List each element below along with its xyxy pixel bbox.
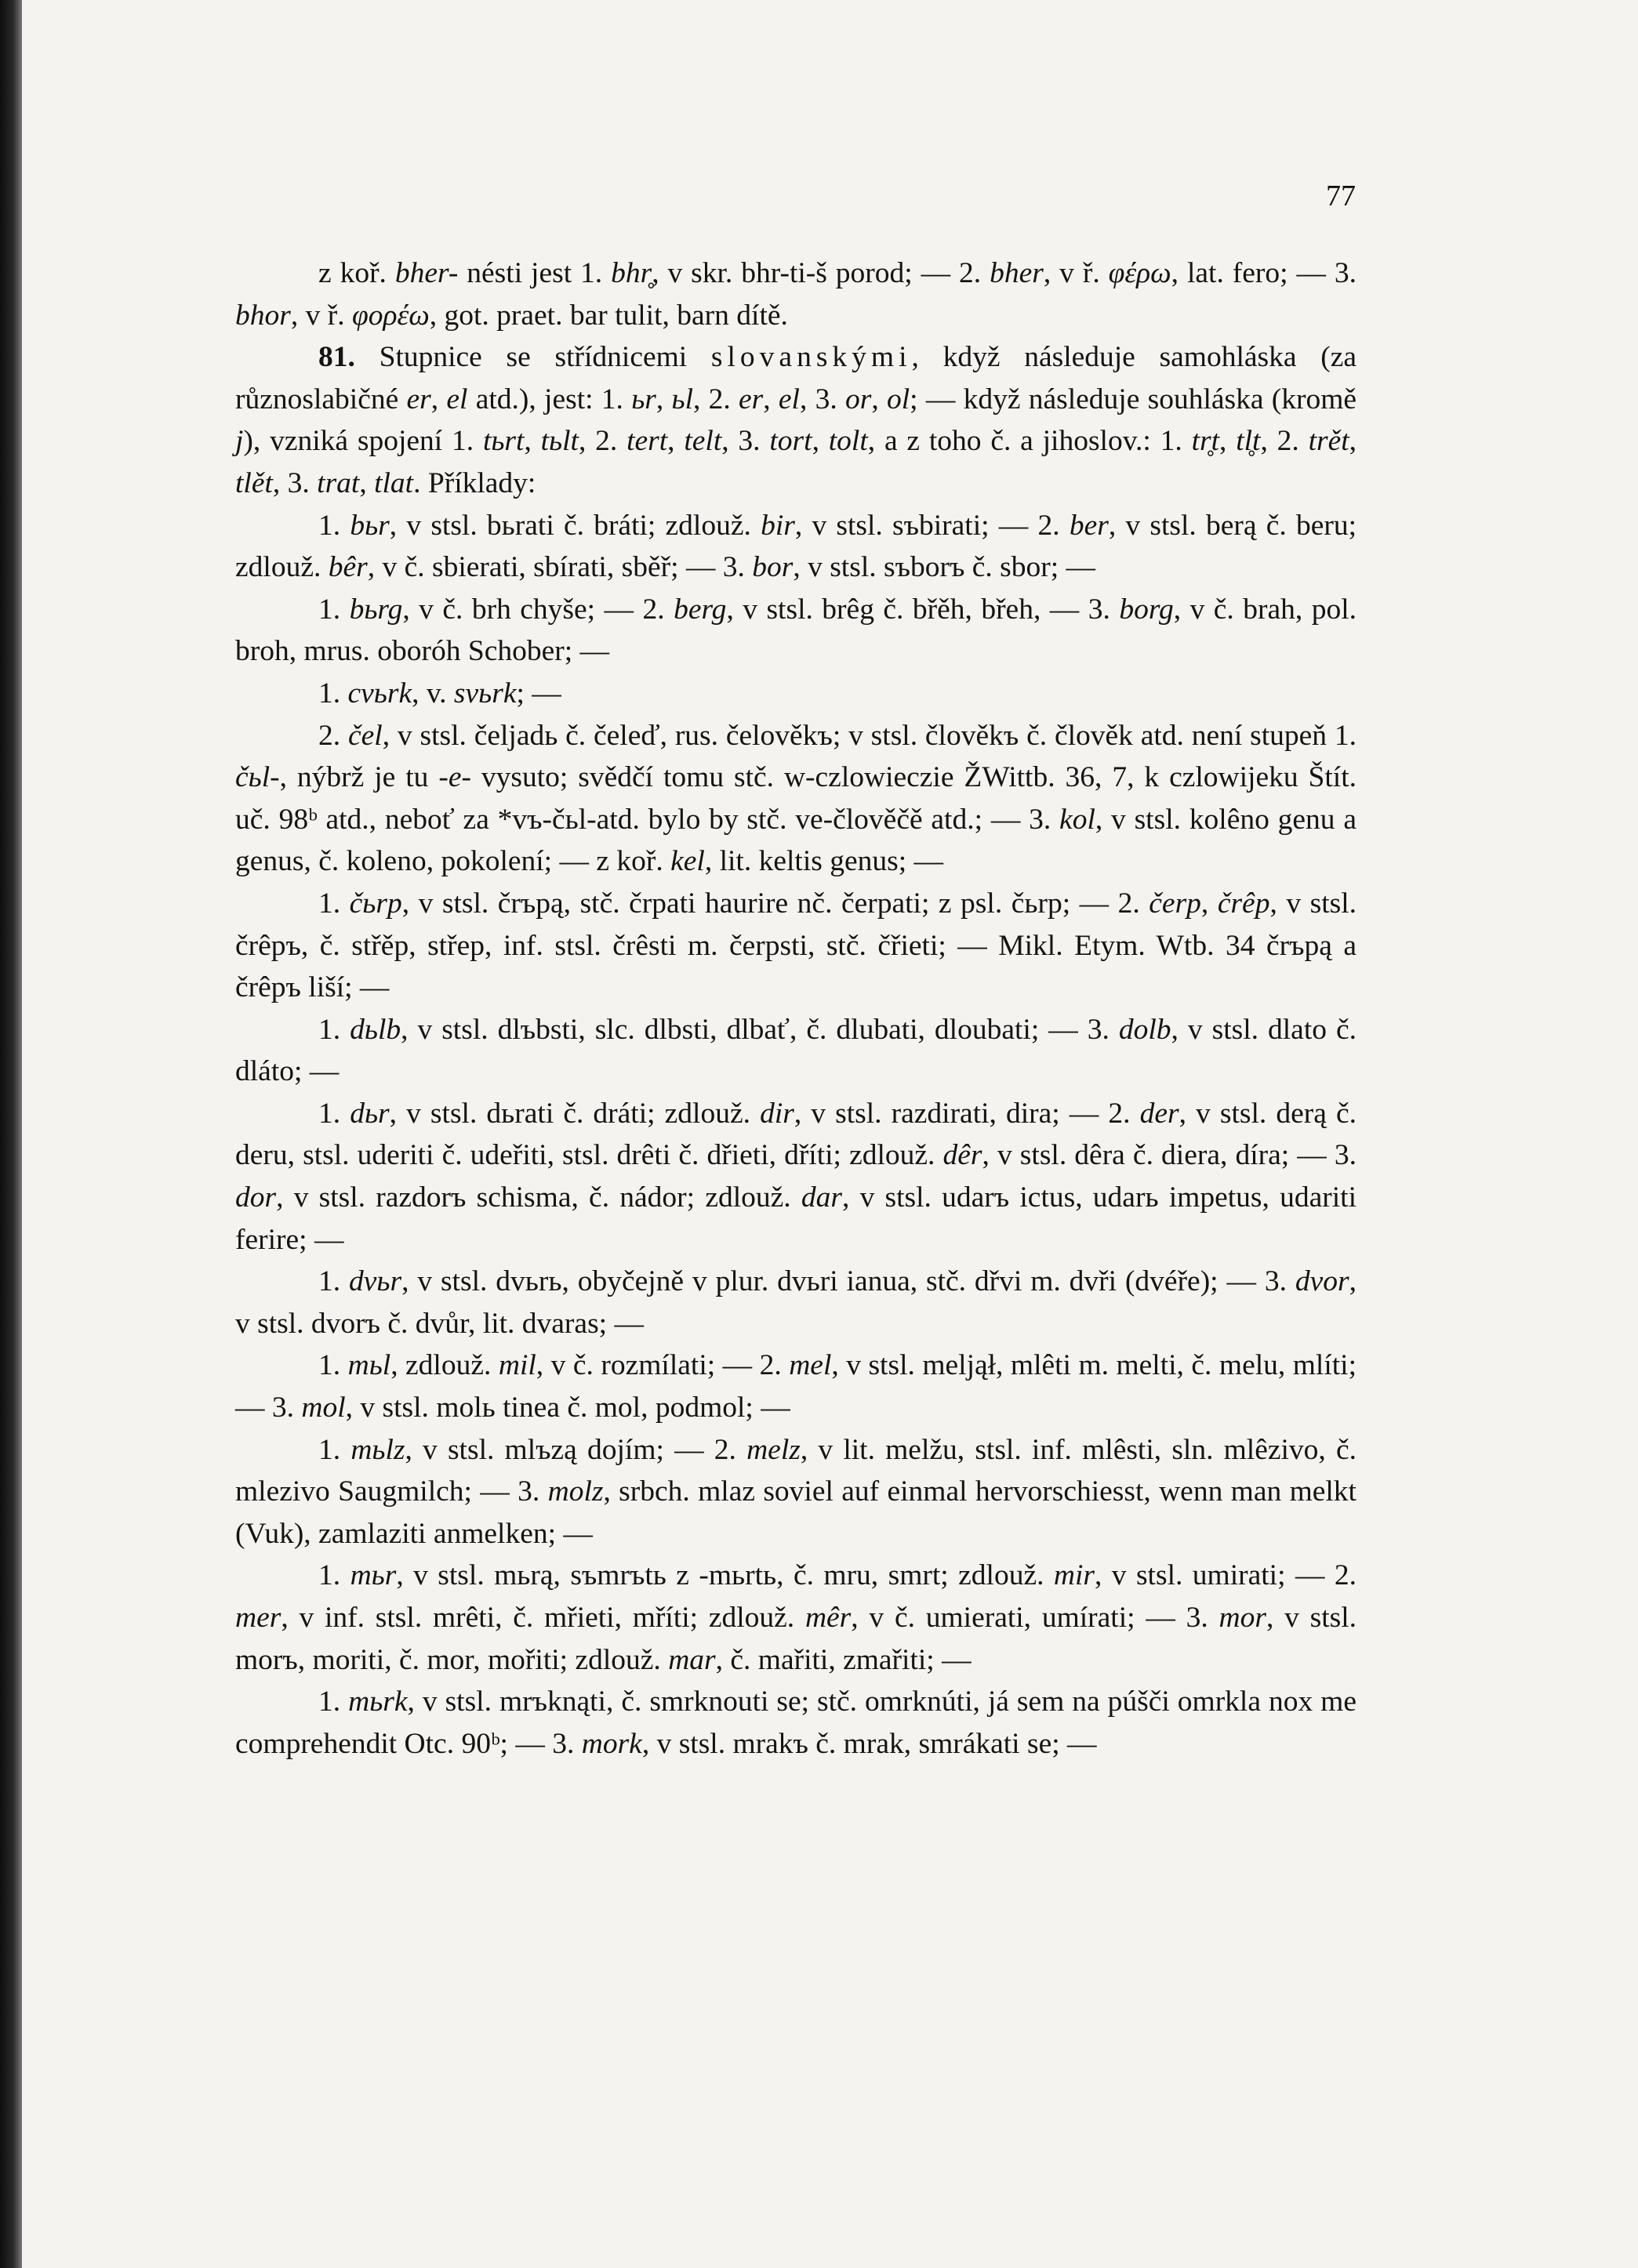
text-run: 1. xyxy=(318,1559,350,1592)
italic-term: ol xyxy=(886,383,910,415)
italic-term: er xyxy=(406,383,431,415)
text-run: 1. xyxy=(318,887,350,920)
text-run: 1. xyxy=(318,1013,350,1046)
text-run: , č. mařiti, zmařiti; — xyxy=(715,1643,972,1676)
italic-term: el xyxy=(446,383,468,415)
text-run: , xyxy=(871,383,887,415)
italic-term: mork xyxy=(581,1727,642,1760)
text-run: , 2. xyxy=(578,425,627,458)
text-run: , v stsl. brêg č. břěh, břeh, — 3. xyxy=(726,593,1120,626)
italic-term: bьr xyxy=(350,509,390,542)
text-run: , v stsl. bьrati č. bráti; zdlouž. xyxy=(389,509,761,542)
text-run: , v stsl. dlъbsti, slc. dlbsti, dlbať, č. dlubati, dloubati; — 3. xyxy=(401,1013,1119,1046)
text-run: , v stsl. morъ, moriti, č. mor, mořiti; zdlouž. xyxy=(235,1602,1357,1676)
text-run: , srbch. mlaz soviel auf einmal hervorschiesst, wenn man melkt (Vuk), zamlaziti anmelken; — xyxy=(235,1475,1357,1550)
italic-term: tlět xyxy=(235,466,273,499)
italic-term: svьrk xyxy=(453,677,517,709)
text-run: , xyxy=(524,425,541,458)
italic-term: tr̥t xyxy=(1191,425,1219,458)
paragraph xyxy=(235,673,1357,715)
italic-term: telt xyxy=(684,425,722,458)
italic-term: čerp xyxy=(1149,887,1201,920)
italic-term: mol xyxy=(301,1392,346,1424)
text-run: , v stsl. dvьrь, obyčejně v plur. dvьri ianua, stč. dřvi m. dvři (dvéře); — 3. xyxy=(401,1265,1295,1298)
italic-term: or xyxy=(844,383,872,415)
italic-term: dvor xyxy=(1295,1265,1349,1298)
paragraph xyxy=(235,715,1357,883)
paragraph xyxy=(235,1344,1357,1428)
italic-term: tьrt xyxy=(482,425,525,458)
italic-term: trat xyxy=(317,466,360,499)
italic-term: berg xyxy=(674,593,727,626)
text-run: , v stsl. mrakъ č. mrak, smrákati se; — xyxy=(641,1727,1097,1760)
italic-term: dьr xyxy=(350,1097,390,1130)
italic-term: čьrp xyxy=(349,887,402,920)
paragraph xyxy=(235,252,1357,336)
text-run: , v stsl. molь tinea č. mol, podmol; — xyxy=(345,1392,790,1424)
italic-term: bher xyxy=(990,257,1044,289)
text-run: 1. xyxy=(318,593,350,626)
italic-term: kol xyxy=(1059,803,1095,836)
text-run: , v č. umierati, umírati; — 3. xyxy=(851,1602,1219,1634)
italic-term: tert xyxy=(627,425,668,458)
text-run: , xyxy=(1349,425,1357,458)
italic-term: črêp xyxy=(1217,887,1270,920)
italic-term: dolb xyxy=(1118,1013,1171,1046)
paragraph xyxy=(235,1261,1357,1344)
text-run: 2. xyxy=(318,719,348,752)
italic-term: melz xyxy=(746,1433,801,1466)
text-run: , xyxy=(656,383,672,415)
text-run: , v ř. xyxy=(1043,257,1109,289)
italic-term: mьlz xyxy=(350,1433,405,1466)
text-run: nésti jest 1. xyxy=(458,257,612,289)
italic-term: er xyxy=(739,383,764,415)
italic-term: cvьrk xyxy=(347,677,412,709)
paragraph xyxy=(235,336,1357,504)
page-number: 77 xyxy=(1326,180,1356,212)
text-run: , v stsl. sъborъ č. sbor; — xyxy=(793,551,1096,584)
text-run: , v č. rozmílati; — 2. xyxy=(536,1349,790,1382)
text-run: , v č. brah, pol. broh, mrus. oboróh Schober; — xyxy=(235,593,1357,668)
text-run: , v stsl. dlato č. dláto; — xyxy=(235,1013,1357,1088)
text-run: , v stsl. črъpą, stč. črpati haurire nč. čerpati; z psl. čьrp; — 2. xyxy=(401,887,1150,920)
text-run: , v stsl. derą č. deru, stsl. uderiti č. udeřiti, stsl. drêti č. dřieti, dříti; zdlouž. xyxy=(235,1097,1357,1172)
italic-term: tlat xyxy=(374,466,414,499)
italic-term: φορέω xyxy=(351,299,430,332)
text-run: , xyxy=(430,383,447,415)
text-run: 1. xyxy=(318,1349,348,1382)
section-number: 81. xyxy=(318,341,355,374)
italic-term: mer xyxy=(235,1602,281,1634)
book-binding-edge xyxy=(0,0,22,2268)
body-text xyxy=(235,252,1357,1765)
text-run: slovanskými xyxy=(710,341,912,374)
italic-term: tolt xyxy=(828,425,868,458)
text-run: , 3. xyxy=(272,466,318,499)
text-run: , v stsl. razdirati, dira; — 2. xyxy=(794,1097,1140,1130)
italic-term: tьlt xyxy=(540,425,579,458)
italic-term: mil xyxy=(498,1349,536,1382)
text-run: , v stsl. umirati; — 2. xyxy=(1094,1559,1357,1592)
text-run: , v stsl. dêra č. diera, díra; — 3. xyxy=(982,1139,1357,1172)
text-run: ), vzniká spojení 1. xyxy=(243,425,483,458)
italic-term: čьl- xyxy=(235,761,280,794)
text-run: , xyxy=(763,383,779,415)
italic-term: dьlb xyxy=(350,1013,401,1046)
italic-term: bher- xyxy=(394,257,459,289)
text-run: , xyxy=(667,425,685,458)
italic-term: ber xyxy=(1069,509,1109,542)
italic-term: el xyxy=(778,383,800,415)
text-run: , xyxy=(1219,425,1237,458)
text-run: , 2. xyxy=(692,383,739,415)
italic-term: tl̥t xyxy=(1236,425,1261,458)
italic-term: ьr xyxy=(631,383,656,415)
italic-term: mel xyxy=(789,1349,832,1382)
paragraph xyxy=(235,1009,1357,1093)
paragraph xyxy=(235,1429,1357,1555)
italic-term: mar xyxy=(668,1643,716,1676)
italic-term: dêr xyxy=(942,1139,982,1172)
paragraph xyxy=(235,1555,1357,1681)
text-run: , v č. brh chyše; — 2. xyxy=(402,593,674,626)
text-run: , v stsl. kolêno genu a genus, č. koleno, pokolení; — z koř. xyxy=(235,803,1357,878)
italic-term: čel xyxy=(347,719,383,752)
italic-term: bor xyxy=(752,551,794,584)
text-run: , v. xyxy=(412,677,454,709)
text-run: , v stsl. dvorъ č. dvůr, lit. dvaras; — xyxy=(235,1265,1357,1340)
paragraph xyxy=(235,505,1357,589)
italic-term: trět xyxy=(1308,425,1349,458)
italic-term: bhor xyxy=(235,299,291,332)
text-run: 1. xyxy=(318,677,348,709)
italic-term: molz xyxy=(547,1475,604,1508)
text-run: , v ř. xyxy=(290,299,352,332)
italic-term: bêr xyxy=(328,551,368,584)
text-run: , v stsl. sъbirati; — 2. xyxy=(794,509,1070,542)
italic-term: kel xyxy=(670,845,705,878)
text-run: , lit. keltis genus; — xyxy=(704,845,943,878)
text-run: , v stsl. mlъzą dojím; — 2. xyxy=(405,1433,747,1466)
italic-term: -e- xyxy=(438,761,471,794)
text-run: , xyxy=(359,466,375,499)
italic-term: dvьr xyxy=(349,1265,402,1298)
text-run: , zdlouž. xyxy=(390,1349,499,1382)
text-run: vysuto; svědčí tomu stč. w-czlowieczie ŽWittb. 36, 7, k czlowijeku Štít. uč. 98ᵇ atd., neboť za *vъ-čьl-atd. bylo by stč. ve-člověčě atd.; — 3. xyxy=(235,761,1357,836)
text-run: . Příklady: xyxy=(413,466,536,499)
book-page xyxy=(22,0,1638,2268)
italic-term: bьrg xyxy=(349,593,403,626)
text-run: 1. xyxy=(318,509,350,542)
italic-term: mir xyxy=(1053,1559,1095,1592)
italic-term: dar xyxy=(801,1181,842,1214)
italic-term: φέρω xyxy=(1108,257,1171,289)
italic-term: der xyxy=(1139,1097,1179,1130)
text-run: , v stsl. razdorъ schisma, č. nádor; zdlouž. xyxy=(276,1181,801,1214)
italic-term: mьr xyxy=(350,1559,397,1592)
italic-term: mьrk xyxy=(348,1686,408,1718)
paragraph xyxy=(235,1093,1357,1261)
text-run: atd.), jest: 1. xyxy=(467,383,632,415)
paragraph xyxy=(235,1681,1357,1765)
text-run: , 3. xyxy=(799,383,845,415)
text-run: , v stsl. berą č. beru; zdlouž. xyxy=(235,509,1357,584)
italic-term: mêr xyxy=(804,1602,852,1634)
text-run: , když následuje samohláska (za různoslabičné xyxy=(235,341,1357,415)
text-run: , xyxy=(1200,887,1218,920)
text-run: , xyxy=(812,425,829,458)
text-run: , nýbrž je tu xyxy=(279,761,439,794)
text-run: , v č. sbierati, sbírati, sběř; — 3. xyxy=(367,551,753,584)
italic-term: dir xyxy=(760,1097,794,1130)
text-run: , got. praet. bar tulit, barn dítě. xyxy=(429,299,788,332)
italic-term: bhr̥ xyxy=(611,257,652,289)
text-run: z koř. xyxy=(318,257,395,289)
italic-term: mor xyxy=(1219,1602,1266,1634)
text-run: , v stsl. meljął, mlêti m. melti, č. melu, mlíti; — 3. xyxy=(235,1349,1357,1424)
text-run: 1. xyxy=(318,1686,349,1718)
text-run: , 2. xyxy=(1260,425,1309,458)
text-run: Stupnice se střídnicemi xyxy=(354,341,711,374)
italic-term: borg xyxy=(1119,593,1174,626)
text-run: 1. xyxy=(318,1097,350,1130)
text-run: , v lit. melžu, stsl. inf. mlêsti, sln. mlêzivo, č. mlezivo Saugmilch; — 3. xyxy=(235,1433,1357,1508)
text-run: , v stsl. mьrą, sъmrъtь z -mьrtь, č. mru, smrt; zdlouž. xyxy=(396,1559,1054,1592)
paragraph xyxy=(235,589,1357,673)
paragraph xyxy=(235,883,1357,1009)
italic-term: j xyxy=(235,425,244,458)
text-run: , v inf. stsl. mrêti, č. mřieti, mříti; zdlouž. xyxy=(281,1602,805,1634)
text-run: , v skr. bhr-ti-š porod; — 2. xyxy=(652,257,990,289)
italic-term: mьl xyxy=(347,1349,391,1382)
text-run: , a z toho č. a jihoslov.: 1. xyxy=(867,425,1192,458)
text-run: , v stsl. čeljadь č. čeleď, rus. čelověkъ; v stsl. člověkъ č. člověk atd. není stupeň 1. xyxy=(382,719,1357,752)
text-run: ; — xyxy=(516,677,561,709)
italic-term: bir xyxy=(761,509,795,542)
text-run: , v stsl. dьrati č. dráti; zdlouž. xyxy=(389,1097,761,1130)
text-run: 1. xyxy=(318,1433,351,1466)
text-run: , v stsl. udarъ ictus, udarь impetus, udariti ferire; — xyxy=(235,1181,1357,1256)
italic-term: tort xyxy=(769,425,812,458)
italic-term: dor xyxy=(235,1181,277,1214)
text-run: , v stsl. mrъknąti, č. smrknouti se; stč. omrknúti, já sem na púšči omrkla nox me comprehendit Otc. 90ᵇ; — 3. xyxy=(235,1686,1357,1760)
text-run: ; — když následuje souhláska (kromě xyxy=(910,383,1357,415)
text-run: , lat. fero; — 3. xyxy=(1171,257,1357,289)
italic-term: ьl xyxy=(671,383,693,415)
text-run: , v stsl. črêpъ, č. střěp, střep, inf. stsl. črêsti m. čerpsti, stč. čřieti; — Mikl. Etym. Wtb. 34 črъpą a črêpъ liší; — xyxy=(235,887,1357,1004)
text-run: 1. xyxy=(318,1265,350,1298)
text-run: , 3. xyxy=(721,425,770,458)
